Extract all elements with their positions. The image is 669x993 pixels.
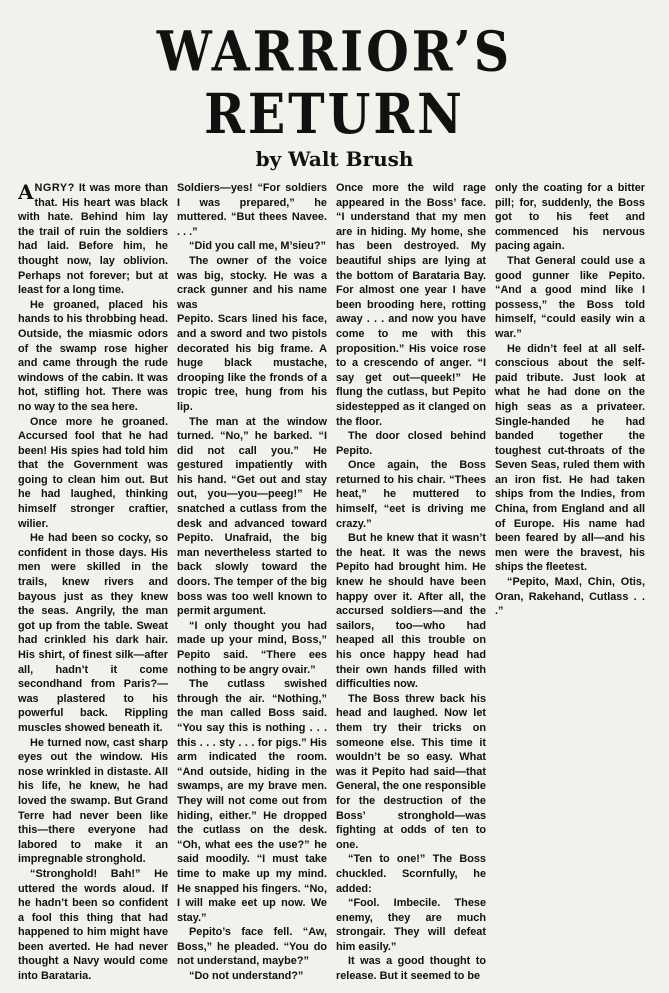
body-paragraph <box>177 969 327 984</box>
body-paragraph <box>18 415 168 532</box>
paragraph-text: “Fool. Imbecile. These enemy, they are much strongair. They will defeat him easily.” <box>336 897 486 953</box>
paragraph-text: “Ten to one!” The Boss chuckled. Scornfully, he added: <box>336 853 486 895</box>
paragraph-text: That General could use a good gunner like Pepito. “And a good mind like I possess,” the Boss told himself, “could easily win a war.” <box>495 254 645 340</box>
lead-in-text: NGRY? <box>34 182 75 194</box>
text-column-4 <box>495 181 645 993</box>
body-paragraph <box>495 342 645 576</box>
body-paragraph <box>495 575 645 619</box>
paragraph-text: It was a good thought to release. But it seemed to be <box>336 955 486 983</box>
body-paragraph <box>18 531 168 735</box>
body-paragraph <box>495 254 645 342</box>
paragraph-text: “Stronghold! Bah!” He uttered the words aloud. If he hadn’t been so confident a fool this thing that had happened to him might have been averted. He had never thought a Navy would come into Barataria. <box>18 867 168 983</box>
paragraph-text: The owner of the voice was big, stocky. He was a crack gunner and his name was <box>177 254 327 311</box>
paragraph-text: He had been so cocky, so confident in those days. His men were skilled in the trails, knew rivers and bayous just as they knew the seas. Angrily, the man got up from the table. Sweat had crinkled his dark hair. His shirt, of finest silk—after all, hadn’t it come secondhand from Paris?—was plastered to his powerful back. Rippling muscles showed beneath it. <box>18 532 168 734</box>
article-byline: by Walt Brush <box>255 147 414 171</box>
body-paragraph <box>18 867 168 984</box>
paragraph-text: The Boss threw back his head and laughed. Now let them try their tricks on someone else. This time it wouldn’t be so easy. What was it Pepito had said—that General, the one responsible for the destruction of the Boss’ stronghold—was fighting at odds of ten to one. <box>336 692 486 851</box>
paragraph-text: “Do not understand?” <box>189 970 304 983</box>
body-paragraph <box>336 458 486 531</box>
body-paragraph <box>177 254 327 312</box>
body-paragraph <box>336 852 486 896</box>
body-paragraph <box>177 677 327 925</box>
paragraph-text: “Pepito, Maxl, Chin, Otis, Oran, Rakehand, Cutlass . . .” <box>495 576 645 618</box>
body-paragraph <box>495 181 645 254</box>
body-paragraph <box>336 531 486 692</box>
paragraph-text: The man at the window turned. “No,” he barked. “I did not call you.” He gestured impatiently with his hand. “Get out and stay out, you—you—peeg!” He snatched a cutlass from the desk and advanced toward Pepito. Unafraid, the big man nevertheless started to back slowly toward the doors. The temper of the big boss was too well known to permit argument. <box>177 415 327 618</box>
paragraph-text: Pepito’s face fell. “Aw, Boss,” he pleaded. “You do not understand, maybe?” <box>177 926 327 968</box>
body-paragraph <box>336 692 486 853</box>
paragraph-text: Once again, the Boss returned to his chair. “Thees heat,” he muttered to himself, “eet is driving me crazy.” <box>336 459 486 530</box>
body-paragraph <box>177 312 327 414</box>
drop-cap: A <box>18 181 34 204</box>
paragraph-text: Once more the wild rage appeared in the Boss’ face. “I understand that my men are in hiding. My home, she has been destroyed. My beautiful ships are lying at the bottom of Barataria Bay. For almost one year I have been brooding here, rotting away . . . and now you have come to me with this proposition.” His voice rose to a crescendo of anger. “I say get out—queek!” He flung the cutlass, but Pepito sidestepped as it clanged on the floor. <box>336 182 486 428</box>
paragraph-text: only the coating for a bitter pill; for, suddenly, the Boss got to his feet and commenced his nervous pacing again. <box>495 182 645 253</box>
body-paragraph <box>177 619 327 677</box>
body-paragraph <box>18 181 168 298</box>
text-column-2 <box>177 181 327 993</box>
body-paragraph <box>336 896 486 954</box>
body-paragraph <box>336 429 486 458</box>
body-paragraph <box>177 925 327 969</box>
body-paragraph <box>177 415 327 619</box>
text-column-1 <box>18 181 168 993</box>
body-paragraph <box>177 239 327 254</box>
body-paragraph <box>336 954 486 983</box>
paragraph-text: Pepito. Scars lined his face, and a sword and two pistols decorated his big frame. A huge black mustache, drooping like the fronds of a tropic tree, hung from his lip. <box>177 313 327 413</box>
paragraph-text: He turned now, cast sharp eyes out the window. His nose wrinkled in distaste. All his life, he knew, he had loved the swamp. But Grand Terre had never been like this—there everyone had labored to make it an impregnable stronghold. <box>18 736 168 866</box>
paragraph-text: The door closed behind Pepito. <box>336 430 486 457</box>
article-title: WARRIOR’S RETURN <box>156 18 513 147</box>
paragraph-text: “Did you call me, M’sieu?” <box>189 240 326 253</box>
body-paragraph <box>18 298 168 415</box>
article-body <box>18 181 651 993</box>
paragraph-text: It was more than that. His heart was black with hate. Behind him lay the trail of ruin the soldiers had laid. Before him, he thought now, lay oblivion. Perhaps not forever; but at least for a long time. <box>18 182 168 297</box>
paragraph-text: He groaned, placed his hands to his throbbing head. Outside, the miasmic odors of the swamp rose higher and came through the rude windows of the cabin. It was hot, stifling hot. There was no way to the sea here. <box>18 298 168 413</box>
body-paragraph <box>336 181 486 429</box>
body-paragraph <box>177 181 327 239</box>
paragraph-text: He didn’t feel at all self-conscious about the self-paid tribute. Just look at what he had done on the high seas as a privateer. Single-handed he had banded together the toughest cut-throats of the Seven Seas, ruled them with an iron fist. He had taken ships from the Indies, from China, from England and all of Europe. His name had been feared by all—and his men were the bravest, his ships the fleetest. <box>495 342 645 574</box>
paragraph-text: The cutlass swished through the air. “Nothing,” the man called Boss said. “You say this is nothing . . . this . . . sty . . . for pigs.” His arm indicated the room. “And outside, hiding in the swamps, are my brave men. They will not come out from hiding, either.” He dropped the cutlass on the desk. “Oh, what ees the use?” he said moodily. “I must take time to make up my mind. He snapped his fingers. “No, I will make eet up now. We stay.” <box>177 678 327 924</box>
paragraph-text: Soldiers—yes! “For soldiers I was prepared,” he muttered. “But thees Navee. . . .” <box>177 182 327 238</box>
paragraph-text: But he knew that it wasn’t the heat. It was the news Pepito had brought him. He knew he should have been happy over it. After all, the accursed soldiers—and the sailors, too—who had heaped all this trouble on his once happy head had their own hands filled with difficulties now. <box>336 532 486 691</box>
text-column-3 <box>336 181 486 993</box>
paragraph-text: Once more he groaned. Accursed fool that he had been! His spies had told him that the Government was going to clean him out. But he had laughed, thinking himself stronger craftier, wilier. <box>18 415 168 530</box>
paragraph-text: “I only thought you had made up your mind, Boss,” Pepito said. “There ees nothing to be angry ovair.” <box>177 619 327 676</box>
body-paragraph <box>18 736 168 867</box>
